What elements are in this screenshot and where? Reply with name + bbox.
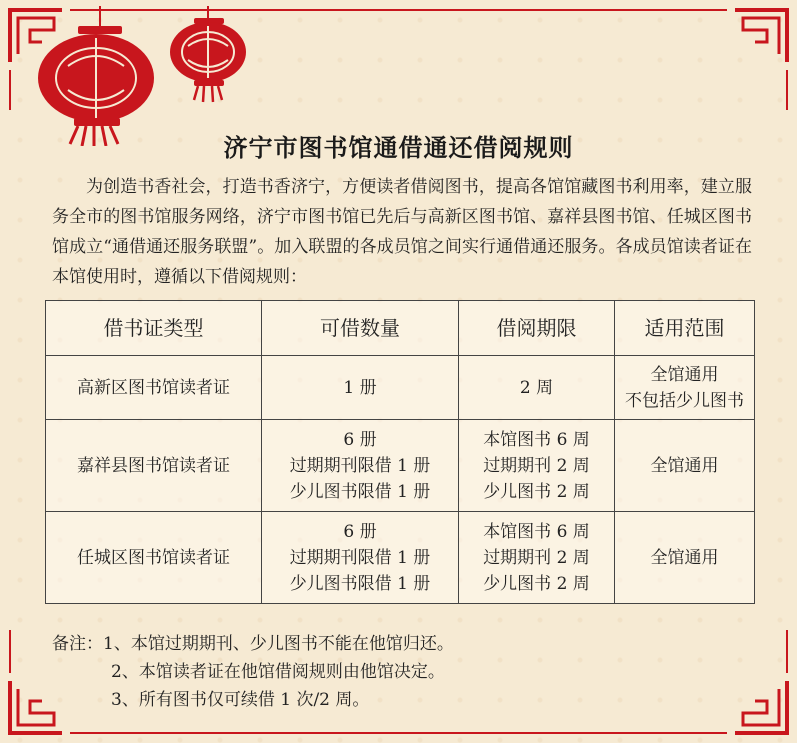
corner-frame-bottom-right <box>731 677 791 737</box>
note-item: 备注：1、本馆过期期刊、少儿图书不能在他馆归还。 <box>52 634 454 654</box>
period-cell: 本馆图书 6 周 过期期刊 2 周 少儿图书 2 周 <box>459 512 615 604</box>
header-card-type: 借书证类型 <box>46 301 262 356</box>
scope-cell: 全馆通用 <box>615 512 755 604</box>
table-row <box>46 356 755 420</box>
note-item: 3、所有图书仅可续借 1 次/2 周。 <box>111 690 370 710</box>
intro-paragraph: 为创造书香社会，打造书香济宁，方便读者借阅图书，提高各馆馆藏图书利用率，建立服务全市的图书馆服务网络，济宁市图书馆已先后与高新区图书馆、嘉祥县图书馆、任城区图书馆成立“通借通还服务联盟”。加入联盟的各成员馆之间实行通借通还服务。各成员馆读者证在本馆使用时，遵循以下借阅规则： <box>52 177 752 287</box>
header-quantity: 可借数量 <box>262 301 459 356</box>
paper-cut-lantern-icon <box>18 6 248 146</box>
scope-cell: 全馆通用 <box>615 420 755 512</box>
borrowing-rules-table <box>45 300 755 604</box>
card-type-cell: 任城区图书馆读者证 <box>46 512 262 604</box>
header-scope: 适用范围 <box>615 301 755 356</box>
card-type-cell: 高新区图书馆读者证 <box>46 356 262 420</box>
header-period: 借阅期限 <box>459 301 615 356</box>
page-title: 济宁市图书馆通借通还借阅规则 <box>223 133 574 162</box>
quantity-cell: 1 册 <box>262 356 459 420</box>
corner-frame-top-right <box>731 6 791 66</box>
period-cell: 2 周 <box>459 356 615 420</box>
scope-cell: 全馆通用 不包括少儿图书 <box>615 356 755 420</box>
notes-section <box>52 630 454 714</box>
table-row <box>46 512 755 604</box>
quantity-cell: 6 册 过期期刊限借 1 册 少儿图书限借 1 册 <box>262 512 459 604</box>
table-header-row <box>46 301 755 356</box>
table-row <box>46 420 755 512</box>
quantity-cell: 6 册 过期期刊限借 1 册 少儿图书限借 1 册 <box>262 420 459 512</box>
note-item: 2、本馆读者证在他馆借阅规则由他馆决定。 <box>111 662 445 682</box>
period-cell: 本馆图书 6 周 过期期刊 2 周 少儿图书 2 周 <box>459 420 615 512</box>
card-type-cell: 嘉祥县图书馆读者证 <box>46 420 262 512</box>
notes-label: 备注： <box>52 634 103 654</box>
